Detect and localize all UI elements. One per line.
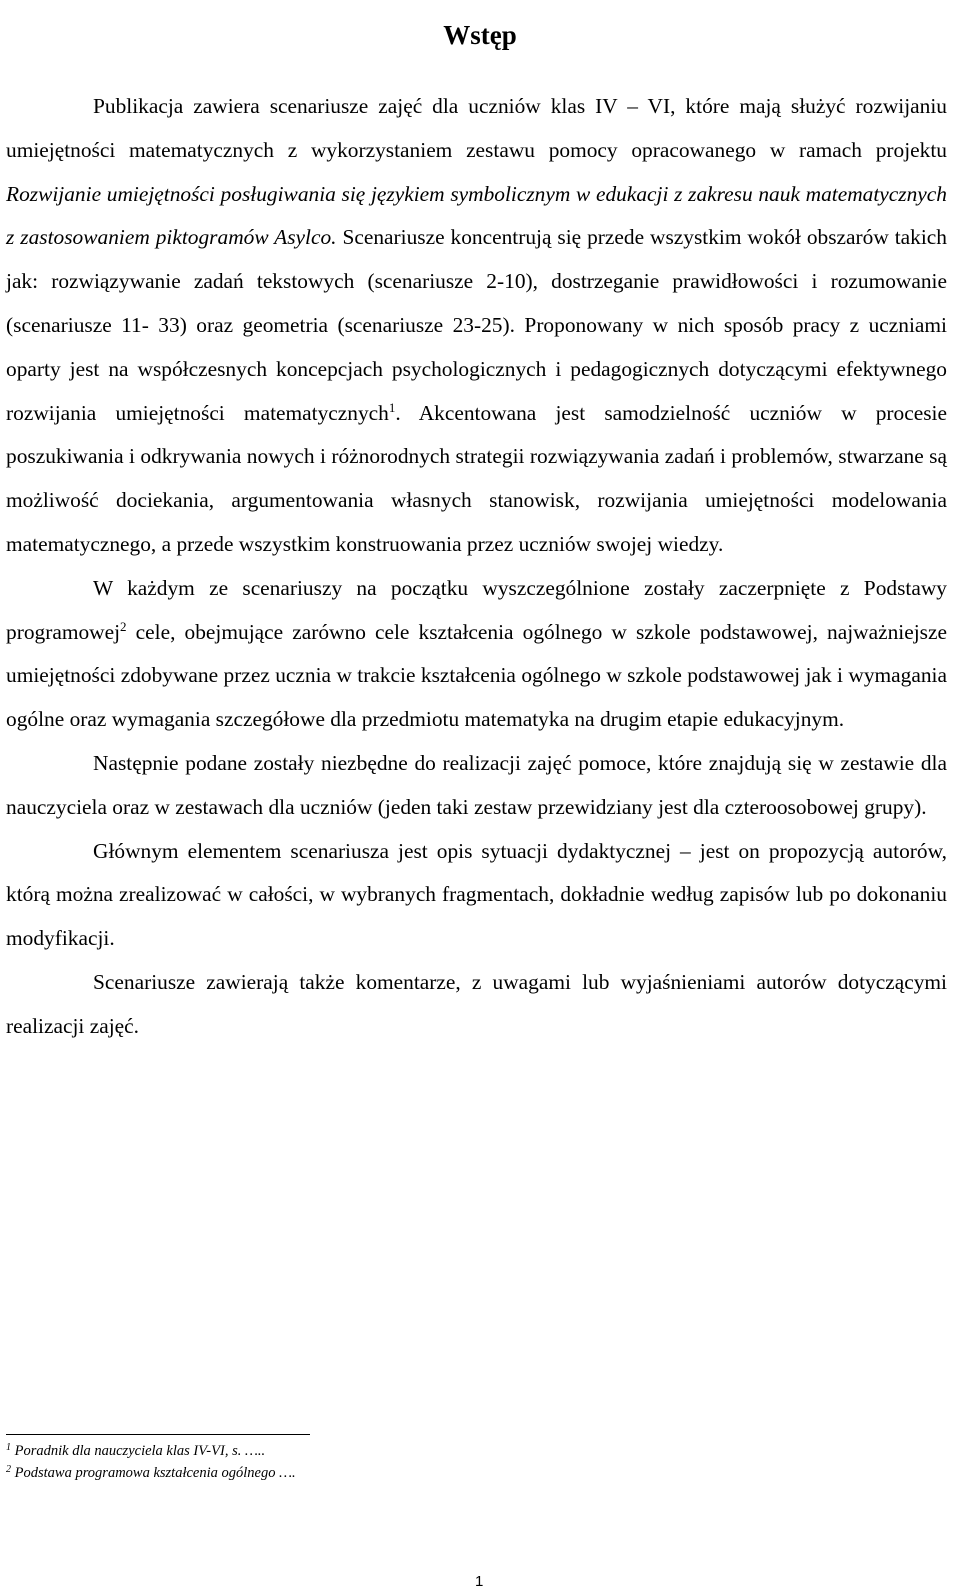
page-number: 1	[475, 1573, 484, 1590]
project-title: Rozwijanie umiejętności posługiwania się językiem symbolicznym w edukacji z zakresu nauk matematycznych z zastosowaniem piktogramów Asylco.	[6, 181, 947, 250]
footnote-text: Podstawa programowa kształcenia ogólnego ….	[14, 1465, 296, 1481]
footnote-item	[6, 1462, 906, 1484]
paragraph-text: Publikacja zawiera scenariusze zajęć dla uczniów klas IV – VI, które mają służyć rozwijaniu umiejętności matematycznych z wykorzystaniem zestawu pomocy opracowanego w ramach projektu	[6, 94, 947, 162]
paragraph-scenarios-areas	[6, 225, 947, 556]
paragraph-text: W każdym ze scenariuszy na początku wyszczególnione zostały zaczerpnięte z Podstawy programowej	[6, 575, 947, 644]
page-title: Wstęp	[443, 20, 517, 51]
footnote-number: 1	[6, 1442, 11, 1453]
footnote-number: 2	[6, 1464, 11, 1475]
paragraph-text: . Akcentowana jest samodzielność uczniów w procesie poszukiwania i odkrywania nowych i różnorodnych strategii rozwiązywania zadań i problemów, stwarzane są możliwość dociekania, argumentowania własnych stanowisk, rozwijania umiejętności modelowania matematycznego, a przede wszystkim konstruowania przez uczniów swojej wiedzy.	[6, 400, 947, 556]
paragraph-text: Scenariusze koncentrują się przede wszystkim wokół obszarów takich jak: rozwiązywanie zadań tekstowych (scenariusze 2-10), dostrzeganie prawidłowości i rozumowanie (scenariusze 11- 33) oraz geometria (scenariusze 23-25). Proponowany w nich sposób pracy z uczniami oparty jest na współczesnych koncepcjach psychologicznych i pedagogicznych dotyczącymi efektywnego rozwijania umiejętności matematycznych	[6, 225, 947, 425]
paragraph-introduction	[6, 85, 947, 567]
footnote-separator	[6, 1434, 310, 1435]
footnote-text: Poradnik dla nauczyciela klas IV-VI, s. …..	[14, 1443, 266, 1459]
footnote-item	[6, 1440, 906, 1462]
paragraph-main-element: Głównym elementem scenariusza jest opis sytuacji dydaktycznej – jest on propozycją autorów, którą można zrealizować w całości, w wybranych fragmentach, dokładnie według zapisów lub po dokonaniu modyfikacji.	[6, 838, 947, 951]
paragraph-text: cele, obejmujące zarówno cele kształcenia ogólnego w szkole podstawowej, najważniejsze umiejętności zdobywane przez ucznia w trakcie kształcenia ogólnego w szkole podstawowej jak i wymagania ogólne oraz wymagania szczegółowe dla przedmiotu matematyka na drugim etapie edukacyjnym.	[6, 619, 947, 732]
paragraph-materials: Następnie podane zostały niezbędne do realizacji zajęć pomoce, które znajdują się w zestawie dla nauczyciela oraz w zestawach dla uczniów (jeden taki zestaw przewidziany jest dla czteroosobowej grupy).	[6, 750, 947, 819]
paragraph-comments: Scenariusze zawierają także komentarze, z uwagami lub wyjaśnieniami autorów dotyczącymi realizacji zajęć.	[6, 969, 947, 1038]
footnote-reference[interactable]: 1	[388, 399, 396, 415]
footnotes	[6, 1440, 906, 1484]
footnote-reference[interactable]: 2	[120, 618, 127, 634]
paragraph-goals	[6, 567, 947, 742]
document-body	[6, 85, 947, 1049]
